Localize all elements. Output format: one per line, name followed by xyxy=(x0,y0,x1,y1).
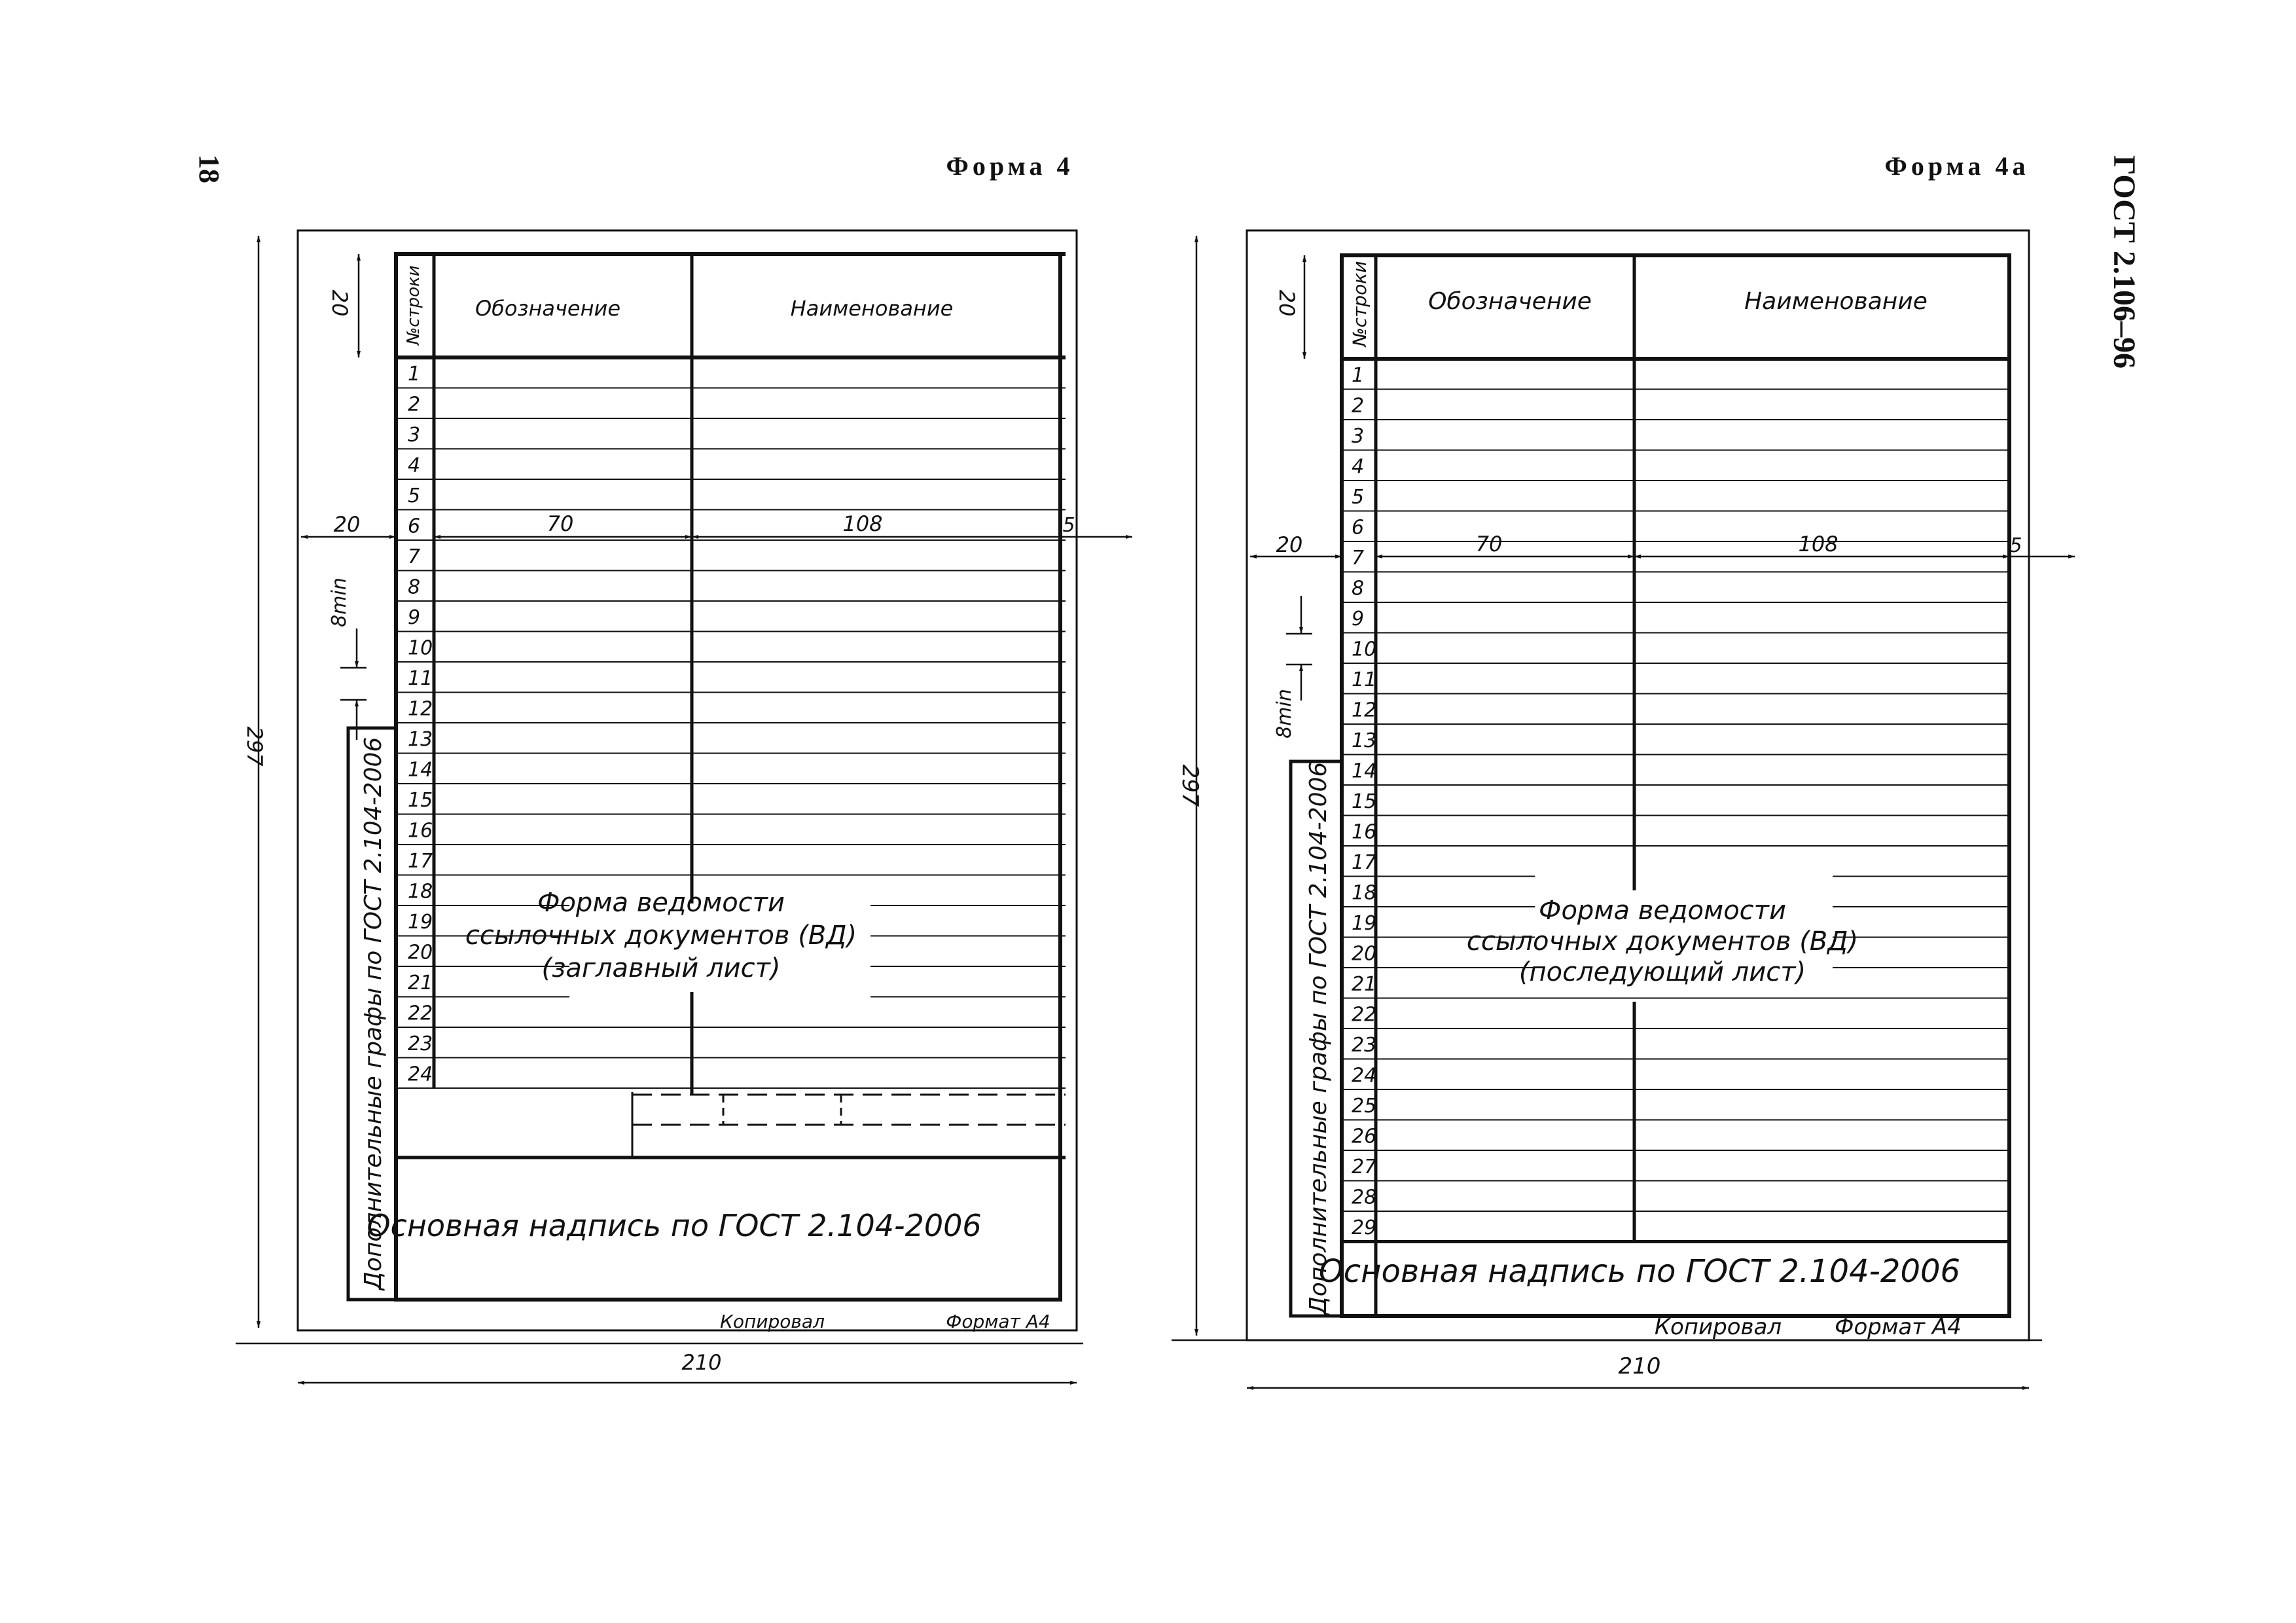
row-number: 5 xyxy=(408,484,421,507)
row-number: 15 xyxy=(408,789,433,812)
row-number-list xyxy=(408,363,433,1086)
row-number: 14 xyxy=(1352,759,1377,783)
row-number: 21 xyxy=(408,972,433,994)
row-number: 16 xyxy=(408,819,433,843)
row-number: 19 xyxy=(1352,912,1377,935)
format-label: Формат А4 xyxy=(946,1311,1050,1332)
dim-width: 210 xyxy=(681,1350,722,1375)
dim-right-margin: 5 xyxy=(1062,514,1075,537)
column-header-name: Наименование xyxy=(790,296,954,321)
additional-columns-label: Дополнительные графы по ГОСТ 2.104-2006 xyxy=(1305,761,1332,1315)
frame xyxy=(396,254,1060,1300)
row-number: 1 xyxy=(1352,364,1365,387)
row-number: 12 xyxy=(1352,699,1377,722)
form-4 xyxy=(236,151,1132,1383)
form-caption: Форма 4 xyxy=(946,151,1074,181)
row-number: 26 xyxy=(1352,1125,1377,1148)
row-number: 2 xyxy=(408,393,421,416)
row-number: 23 xyxy=(1352,1034,1377,1057)
row-number: 7 xyxy=(408,545,421,568)
row-number: 21 xyxy=(1352,973,1377,996)
row-number: 28 xyxy=(1352,1186,1377,1209)
additional-columns-label: Дополнительные графы по ГОСТ 2.104-2006 xyxy=(360,737,387,1290)
form-title-line-3: (последующий лист) xyxy=(1518,957,1806,987)
row-number: 15 xyxy=(1352,790,1377,813)
dim-width: 210 xyxy=(1618,1353,1661,1379)
form-caption: Форма 4а xyxy=(1884,151,2030,181)
row-number: 10 xyxy=(408,636,433,660)
row-number: 14 xyxy=(408,758,433,782)
row-number: 3 xyxy=(1352,425,1365,448)
column-header-row-number: №строки xyxy=(1349,261,1371,347)
dim-left-margin: 20 xyxy=(1276,532,1303,557)
row-number: 10 xyxy=(1352,638,1377,661)
row-number: 2 xyxy=(1352,394,1365,418)
row-number: 17 xyxy=(408,850,433,873)
row-number: 7 xyxy=(1352,547,1365,570)
dim-row-height: 8min xyxy=(1273,689,1296,739)
form-4a xyxy=(1172,151,2075,1388)
dim-col-designation: 70 xyxy=(1475,532,1503,556)
row-number: 19 xyxy=(408,911,433,934)
column-header-row-number: №строки xyxy=(404,265,423,345)
dim-col-name: 108 xyxy=(842,511,883,536)
row-number: 18 xyxy=(408,880,433,903)
dim-left-margin: 20 xyxy=(333,512,361,537)
row-number: 24 xyxy=(1352,1064,1377,1087)
row-number: 20 xyxy=(408,941,433,964)
format-label: Формат А4 xyxy=(1835,1314,1962,1340)
row-number: 11 xyxy=(408,667,433,690)
row-number: 13 xyxy=(408,728,433,751)
dim-height: 297 xyxy=(1177,764,1203,807)
dim-height: 297 xyxy=(242,726,267,767)
row-number: 18 xyxy=(1352,881,1377,905)
column-header-name: Наименование xyxy=(1744,288,1928,315)
row-number-list xyxy=(1352,364,1376,1239)
row-number: 6 xyxy=(1352,516,1365,539)
row-number: 3 xyxy=(408,424,421,447)
row-number: 4 xyxy=(1352,455,1365,479)
row-number: 11 xyxy=(1352,668,1377,691)
row-number: 27 xyxy=(1352,1156,1377,1178)
row-number: 4 xyxy=(408,454,421,477)
dim-header: 20 xyxy=(327,289,352,317)
row-number: 8 xyxy=(1352,577,1365,600)
form-title-line-1: Форма ведомости xyxy=(1539,896,1786,926)
dim-col-name: 108 xyxy=(1798,532,1839,556)
row-number: 1 xyxy=(408,363,421,386)
dim-col-designation: 70 xyxy=(547,511,574,536)
title-block-label: Основная надпись по ГОСТ 2.104-2006 xyxy=(1318,1253,1961,1290)
column-header-designation: Обозначение xyxy=(1428,288,1592,315)
row-number: 9 xyxy=(1352,608,1365,630)
row-number: 17 xyxy=(1352,851,1377,874)
row-number: 23 xyxy=(408,1032,433,1055)
dim-right-margin: 5 xyxy=(2009,534,2022,557)
row-number: 22 xyxy=(1352,1003,1377,1027)
form-title-line-2: ссылочных документов (ВД) xyxy=(465,921,857,951)
row-number: 20 xyxy=(1352,942,1377,966)
dim-row-height: 8min xyxy=(328,577,351,627)
copied-label: Копировал xyxy=(720,1311,825,1332)
row-number: 13 xyxy=(1352,729,1377,752)
form-title-line-2: ссылочных документов (ВД) xyxy=(1466,926,1859,957)
row-number: 12 xyxy=(408,697,433,721)
row-number: 6 xyxy=(408,515,421,538)
form-title-line-1: Форма ведомости xyxy=(537,888,785,918)
row-number: 9 xyxy=(408,606,421,629)
page-number: 18 xyxy=(193,155,225,183)
row-number: 22 xyxy=(408,1002,433,1025)
table-grid xyxy=(1342,255,2009,1316)
row-number: 25 xyxy=(1352,1095,1377,1118)
row-number: 5 xyxy=(1352,486,1365,509)
column-header-designation: Обозначение xyxy=(475,296,621,321)
form-title-line-3: (заглавный лист) xyxy=(541,953,781,983)
row-number: 29 xyxy=(1352,1216,1377,1239)
row-number: 16 xyxy=(1352,820,1377,844)
title-block-label: Основная надпись по ГОСТ 2.104-2006 xyxy=(367,1208,982,1243)
row-number: 24 xyxy=(408,1063,433,1086)
standard-designation: ГОСТ 2.106–96 xyxy=(2107,155,2142,369)
copied-label: Копировал xyxy=(1654,1314,1782,1340)
dim-header: 20 xyxy=(1274,289,1299,317)
table-grid xyxy=(396,254,1066,1158)
row-number: 8 xyxy=(408,575,421,599)
